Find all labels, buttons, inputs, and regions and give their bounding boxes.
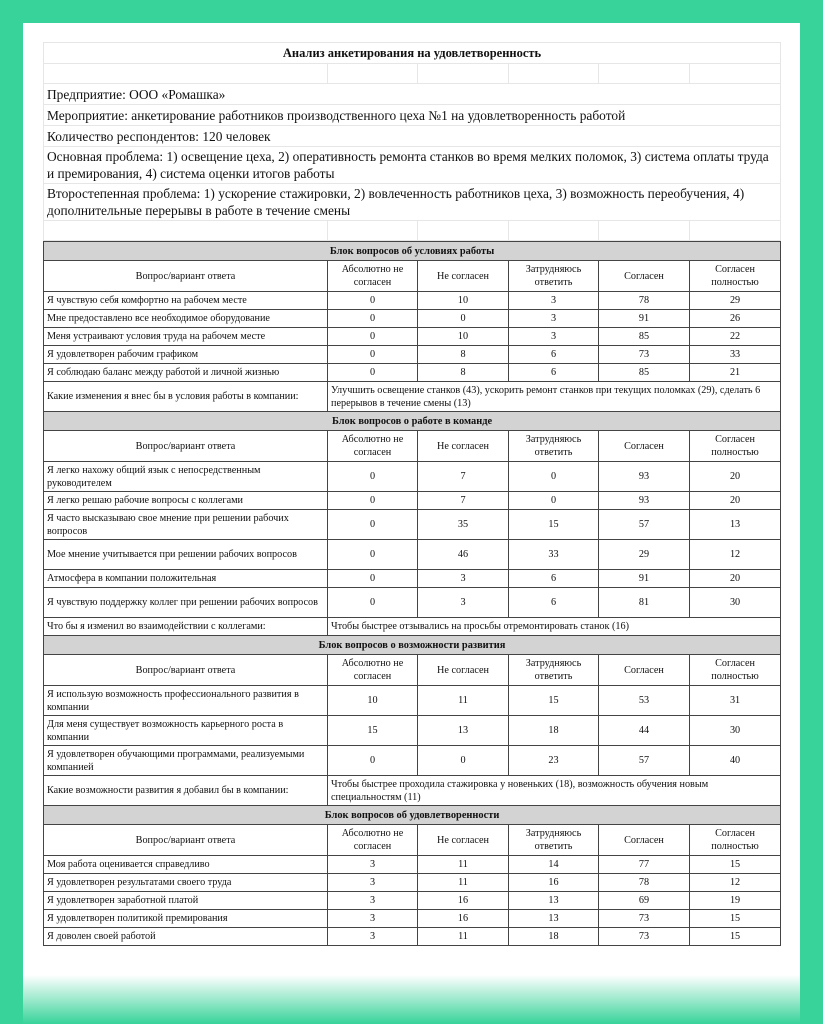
value-cell: 10 [418, 328, 509, 346]
value-cell: 77 [599, 856, 690, 874]
value-cell: 0 [418, 746, 509, 776]
table-row [44, 686, 781, 716]
table-row [44, 892, 781, 910]
question-text: Я удовлетворен политикой премирования [44, 910, 328, 928]
value-cell: 15 [509, 686, 599, 716]
col-header-strongly-agree: Согласен полностью [690, 261, 781, 292]
value-cell: 6 [509, 588, 599, 618]
value-cell: 22 [690, 328, 781, 346]
table-row [44, 570, 781, 588]
value-cell: 3 [509, 310, 599, 328]
col-header-strongly-disagree: Абсолютно не согласен [328, 825, 418, 856]
value-cell: 10 [328, 686, 418, 716]
value-cell: 0 [328, 570, 418, 588]
value-cell: 18 [509, 716, 599, 746]
value-cell: 73 [599, 928, 690, 946]
table-row [44, 346, 781, 364]
open-question-text: Какие изменения я внес бы в условия работы в компании: [44, 382, 328, 412]
value-cell: 11 [418, 928, 509, 946]
open-question-row [44, 776, 781, 806]
question-text: Меня устраивают условия труда на рабочем месте [44, 328, 328, 346]
value-cell: 3 [328, 874, 418, 892]
value-cell: 16 [418, 910, 509, 928]
value-cell: 20 [690, 492, 781, 510]
table-row [44, 328, 781, 346]
value-cell: 15 [690, 928, 781, 946]
value-cell: 0 [418, 310, 509, 328]
value-cell: 29 [599, 540, 690, 570]
value-cell: 20 [690, 462, 781, 492]
value-cell: 57 [599, 510, 690, 540]
question-text: Для меня существует возможность карьерного роста в компании [44, 716, 328, 746]
value-cell: 13 [690, 510, 781, 540]
col-header-question: Вопрос/вариант ответа [44, 261, 328, 292]
col-header-agree: Согласен [599, 431, 690, 462]
table-row [44, 716, 781, 746]
open-answer-text: Чтобы быстрее отзывались на просьбы отремонтировать станок (16) [328, 618, 781, 636]
value-cell: 69 [599, 892, 690, 910]
value-cell: 78 [599, 874, 690, 892]
question-text: Мое мнение учитывается при решении рабочих вопросов [44, 540, 328, 570]
table-row [44, 364, 781, 382]
value-cell: 13 [509, 910, 599, 928]
question-text: Я соблюдаю баланс между работой и личной жизнью [44, 364, 328, 382]
col-header-disagree: Не согласен [418, 825, 509, 856]
value-cell: 23 [509, 746, 599, 776]
col-header-undecided: Затрудняюсь ответить [509, 655, 599, 686]
question-text: Я удовлетворен результатами своего труда [44, 874, 328, 892]
table-row [44, 856, 781, 874]
value-cell: 3 [418, 570, 509, 588]
question-text: Я использую возможность профессионального развития в компании [44, 686, 328, 716]
value-cell: 16 [509, 874, 599, 892]
document-header-table [43, 42, 781, 241]
value-cell: 44 [599, 716, 690, 746]
value-cell: 53 [599, 686, 690, 716]
block-title-development: Блок вопросов о возможности развития [44, 636, 781, 655]
value-cell: 15 [328, 716, 418, 746]
col-header-agree: Согласен [599, 261, 690, 292]
survey-results-table [43, 241, 781, 946]
value-cell: 20 [690, 570, 781, 588]
question-text: Я удовлетворен рабочим графиком [44, 346, 328, 364]
col-header-disagree: Не согласен [418, 655, 509, 686]
value-cell: 10 [418, 292, 509, 310]
table-row [44, 910, 781, 928]
question-text: Я часто высказываю свое мнение при решении рабочих вопросов [44, 510, 328, 540]
value-cell: 7 [418, 462, 509, 492]
event-info: Мероприятие: анкетирование работников производственного цеха №1 на удовлетворенность работой [44, 105, 781, 126]
col-header-strongly-disagree: Абсолютно не согласен [328, 655, 418, 686]
value-cell: 31 [690, 686, 781, 716]
table-row [44, 510, 781, 540]
column-header-row [44, 655, 781, 686]
value-cell: 73 [599, 910, 690, 928]
value-cell: 35 [418, 510, 509, 540]
value-cell: 11 [418, 874, 509, 892]
enterprise-info: Предприятие: ООО «Ромашка» [44, 84, 781, 105]
column-header-row [44, 261, 781, 292]
value-cell: 12 [690, 540, 781, 570]
question-text: Моя работа оценивается справедливо [44, 856, 328, 874]
value-cell: 15 [690, 910, 781, 928]
question-text: Я удовлетворен обучающими программами, реализуемыми компанией [44, 746, 328, 776]
value-cell: 3 [328, 856, 418, 874]
question-text: Я удовлетворен заработной платой [44, 892, 328, 910]
value-cell: 12 [690, 874, 781, 892]
value-cell: 91 [599, 570, 690, 588]
value-cell: 93 [599, 492, 690, 510]
value-cell: 0 [328, 346, 418, 364]
value-cell: 0 [328, 746, 418, 776]
value-cell: 0 [328, 510, 418, 540]
value-cell: 6 [509, 570, 599, 588]
survey-sheet [43, 42, 780, 946]
col-header-disagree: Не согласен [418, 261, 509, 292]
value-cell: 33 [509, 540, 599, 570]
question-text: Я чувствую поддержку коллег при решении рабочих вопросов [44, 588, 328, 618]
value-cell: 0 [328, 492, 418, 510]
question-text: Я легко решаю рабочие вопросы с коллегами [44, 492, 328, 510]
col-header-question: Вопрос/вариант ответа [44, 825, 328, 856]
value-cell: 8 [418, 346, 509, 364]
question-text: Я легко нахожу общий язык с непосредственным руководителем [44, 462, 328, 492]
value-cell: 0 [509, 462, 599, 492]
open-question-row [44, 618, 781, 636]
value-cell: 3 [328, 928, 418, 946]
col-header-strongly-agree: Согласен полностью [690, 655, 781, 686]
table-row [44, 588, 781, 618]
value-cell: 13 [418, 716, 509, 746]
value-cell: 15 [690, 856, 781, 874]
value-cell: 40 [690, 746, 781, 776]
value-cell: 3 [328, 892, 418, 910]
table-row [44, 310, 781, 328]
document-title: Анализ анкетирования на удовлетворенность [44, 43, 781, 64]
value-cell: 33 [690, 346, 781, 364]
value-cell: 0 [328, 364, 418, 382]
value-cell: 3 [509, 292, 599, 310]
open-question-text: Какие возможности развития я добавил бы в компании: [44, 776, 328, 806]
col-header-strongly-agree: Согласен полностью [690, 431, 781, 462]
value-cell: 73 [599, 346, 690, 364]
column-header-row [44, 825, 781, 856]
value-cell: 91 [599, 310, 690, 328]
value-cell: 29 [690, 292, 781, 310]
value-cell: 14 [509, 856, 599, 874]
col-header-disagree: Не согласен [418, 431, 509, 462]
col-header-agree: Согласен [599, 825, 690, 856]
value-cell: 11 [418, 856, 509, 874]
block-title-satisfaction: Блок вопросов об удовлетворенности [44, 806, 781, 825]
col-header-question: Вопрос/вариант ответа [44, 431, 328, 462]
block-title-work-conditions: Блок вопросов об условиях работы [44, 242, 781, 261]
value-cell: 0 [328, 588, 418, 618]
question-text: Мне предоставлено все необходимое оборудование [44, 310, 328, 328]
value-cell: 85 [599, 328, 690, 346]
value-cell: 21 [690, 364, 781, 382]
col-header-agree: Согласен [599, 655, 690, 686]
open-question-text: Что бы я изменил во взаимодействии с коллегами: [44, 618, 328, 636]
value-cell: 11 [418, 686, 509, 716]
col-header-undecided: Затрудняюсь ответить [509, 825, 599, 856]
value-cell: 0 [509, 492, 599, 510]
value-cell: 6 [509, 346, 599, 364]
main-problem-info: Основная проблема: 1) освещение цеха, 2) оперативность ремонта станков во время мелких поломок, 3) система оплаты труда и премирования, 4) система оценки итогов работы [44, 147, 781, 184]
value-cell: 30 [690, 716, 781, 746]
value-cell: 81 [599, 588, 690, 618]
value-cell: 57 [599, 746, 690, 776]
table-row [44, 462, 781, 492]
table-row [44, 492, 781, 510]
value-cell: 8 [418, 364, 509, 382]
value-cell: 26 [690, 310, 781, 328]
value-cell: 93 [599, 462, 690, 492]
question-text: Я доволен своей работой [44, 928, 328, 946]
table-row [44, 746, 781, 776]
value-cell: 0 [328, 462, 418, 492]
value-cell: 18 [509, 928, 599, 946]
value-cell: 19 [690, 892, 781, 910]
value-cell: 3 [328, 910, 418, 928]
column-header-row [44, 431, 781, 462]
col-header-strongly-disagree: Абсолютно не согласен [328, 431, 418, 462]
col-header-question: Вопрос/вариант ответа [44, 655, 328, 686]
value-cell: 3 [509, 328, 599, 346]
table-row [44, 874, 781, 892]
block-title-teamwork: Блок вопросов о работе в команде [44, 412, 781, 431]
col-header-strongly-agree: Согласен полностью [690, 825, 781, 856]
question-text: Я чувствую себя комфортно на рабочем месте [44, 292, 328, 310]
value-cell: 46 [418, 540, 509, 570]
open-answer-text: Чтобы быстрее проходила стажировка у новеньких (18), возможность обучения новым специальностям (11) [328, 776, 781, 806]
table-row [44, 928, 781, 946]
value-cell: 0 [328, 310, 418, 328]
value-cell: 30 [690, 588, 781, 618]
col-header-undecided: Затрудняюсь ответить [509, 431, 599, 462]
value-cell: 0 [328, 540, 418, 570]
question-text: Атмосфера в компании положительная [44, 570, 328, 588]
value-cell: 78 [599, 292, 690, 310]
value-cell: 0 [328, 328, 418, 346]
value-cell: 85 [599, 364, 690, 382]
value-cell: 0 [328, 292, 418, 310]
value-cell: 6 [509, 364, 599, 382]
open-answer-text: Улучшить освещение станков (43), ускорить ремонт станков при текущих поломках (29), сделать 6 перерывов в течение смены (13) [328, 382, 781, 412]
value-cell: 15 [509, 510, 599, 540]
table-row [44, 540, 781, 570]
open-question-row [44, 382, 781, 412]
value-cell: 3 [418, 588, 509, 618]
col-header-strongly-disagree: Абсолютно не согласен [328, 261, 418, 292]
table-row [44, 292, 781, 310]
value-cell: 16 [418, 892, 509, 910]
col-header-undecided: Затрудняюсь ответить [509, 261, 599, 292]
respondents-info: Количество респондентов: 120 человек [44, 126, 781, 147]
secondary-problem-info: Второстепенная проблема: 1) ускорение стажировки, 2) вовлеченность работников цеха, 3) возможность переобучения, 4) дополнительные перерывы в работе в течение смены [44, 184, 781, 221]
value-cell: 7 [418, 492, 509, 510]
value-cell: 13 [509, 892, 599, 910]
